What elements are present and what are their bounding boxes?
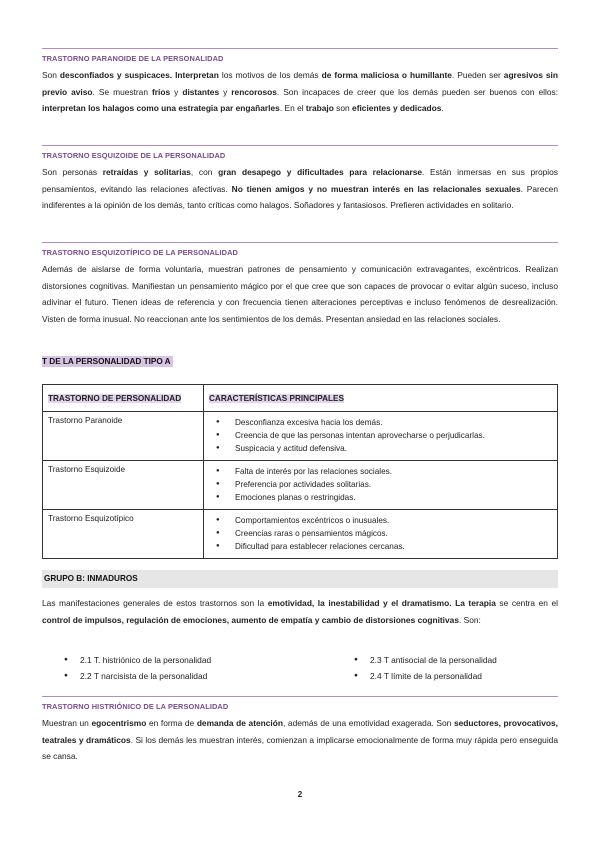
section-title-paranoide: TRASTORNO PARANOIDE DE LA PERSONALIDAD xyxy=(42,48,558,63)
section-title-esquizotipico: TRASTORNO ESQUIZOTÍPICO DE LA PERSONALIDAD xyxy=(42,242,558,257)
table-header-trastorno: TRASTORNO DE PERSONALIDAD xyxy=(43,385,204,412)
paragraph-esquizoide: Son personas retraídas y solitarias, con gran desapego y dificultades para relacionarse. Están inmersas en sus propios pensamientos, evitando las relaciones afectivas. No tienen amigos y no muestran interés en las relacionales sexuales. Parecen indiferentes a la opinión de los demás, tanto críticas como halagos. Soñadores y fantasiosos. Prefieren actividades en solitario. xyxy=(42,167,558,211)
list-item: ● 2.2 T narcisista de la personalidad xyxy=(42,668,211,684)
list-item: ● Creencias raras o pensamientos mágicos. xyxy=(235,527,552,540)
list-item: ● Desconfianza excesiva hacia los demás. xyxy=(235,416,552,429)
paragraph-histrionico: Muestran un egocentrismo en forma de demanda de atención, además de una emotividad exagerada. Son seductores, provocativos, teatrales y dramáticos. Si los demás les muestran interés, comienzan a implicarse emocionalmente de forma muy rápida pero enseguida se cansa. xyxy=(42,718,559,762)
table-cell-name: Trastorno Paranoide xyxy=(43,412,204,461)
list-item: ● 2.3 T antisocial de la personalidad xyxy=(332,652,497,668)
list-item: ● Falta de interés por las relaciones sociales. xyxy=(235,465,552,478)
page-number: 2 xyxy=(297,790,303,799)
list-item: ● Emociones planas o restringidas. xyxy=(235,491,552,504)
table-cell-items xyxy=(204,461,558,510)
list-item: ● Preferencia por actividades solitarias. xyxy=(235,478,552,491)
list-item: ● Creencia de que las personas intentan aprovecharse o perjudicarlas. xyxy=(235,429,552,442)
grupo-b-list-left xyxy=(42,652,211,684)
table-cell-items xyxy=(204,412,558,461)
section-title-histrionico: TRASTORNO HISTRIÓNICO DE LA PERSONALIDAD xyxy=(42,696,558,711)
paragraph-esquizotipico: Además de aislarse de forma voluntaria, muestran patrones de pensamiento y comunicación extravagantes, excéntricos. Realizan distorsiones cognitivas. Manifiestan un pensamiento mágico por el que cree que son capaces de provocar o evitar algún suceso, incluso adivinar el futuro. Tienen ideas de referencia y con frecuencia tienen alteraciones perceptivas e incluso fenómenos de desrealización. Visten de forma inusual. No reaccionan ante los sentimientos de los demás. Presentan ansiedad en las relaciones sociales. xyxy=(42,264,558,324)
paragraph-paranoide: Son desconfiados y suspicaces. Interpretan los motivos de los demás de forma maliciosa o humillante. Pueden ser agresivos sin previo aviso. Se muestran fríos y distantes y rencorosos. Son incapaces de creer que los demás pueden ser buenos con ellos: interpretan los halagos como una estrategia par engañarles. En el trabajo son eficientes y dedicados. xyxy=(42,70,559,114)
list-item: ● Suspicacia y actitud defensiva. xyxy=(235,442,552,455)
table-header-row xyxy=(43,385,558,412)
table-cell-items xyxy=(204,510,558,559)
band-tipo-a-label: T DE LA PERSONALIDAD TIPO A xyxy=(42,357,171,366)
list-item: ● 2.1 T. histriónico de la personalidad xyxy=(42,652,211,668)
table-cell-name: Trastorno Esquizotípico xyxy=(43,510,204,559)
table-row xyxy=(43,510,558,559)
list-item: ● 2.4 T límite de la personalidad xyxy=(332,668,497,684)
band-grupo-b: GRUPO B: INMADUROS xyxy=(42,570,558,588)
table-cell-name: Trastorno Esquizoide xyxy=(43,461,204,510)
paragraph-grupo-b: Las manifestaciones generales de estos trastornos son la emotividad, la inestabilidad y el dramatismo. La terapia se centra en el control de impulsos, regulación de emociones, aumento de empatía y cambio de distorsiones cognitivas. Son: xyxy=(42,598,559,625)
band-tipo-a xyxy=(42,353,558,371)
list-item: ● Comportamientos excéntricos o inusuales. xyxy=(235,514,552,527)
table-row xyxy=(43,412,558,461)
table-row xyxy=(43,461,558,510)
table-header-caracteristicas: CARACTERÍSTICAS PRINCIPALES xyxy=(204,385,558,412)
list-item: ● Dificultad para establecer relaciones cercanas. xyxy=(235,540,552,553)
personality-table xyxy=(42,384,558,559)
grupo-b-list-right xyxy=(332,652,497,684)
section-title-esquizoide: TRASTORNO ESQUIZOIDE DE LA PERSONALIDAD xyxy=(42,145,558,160)
